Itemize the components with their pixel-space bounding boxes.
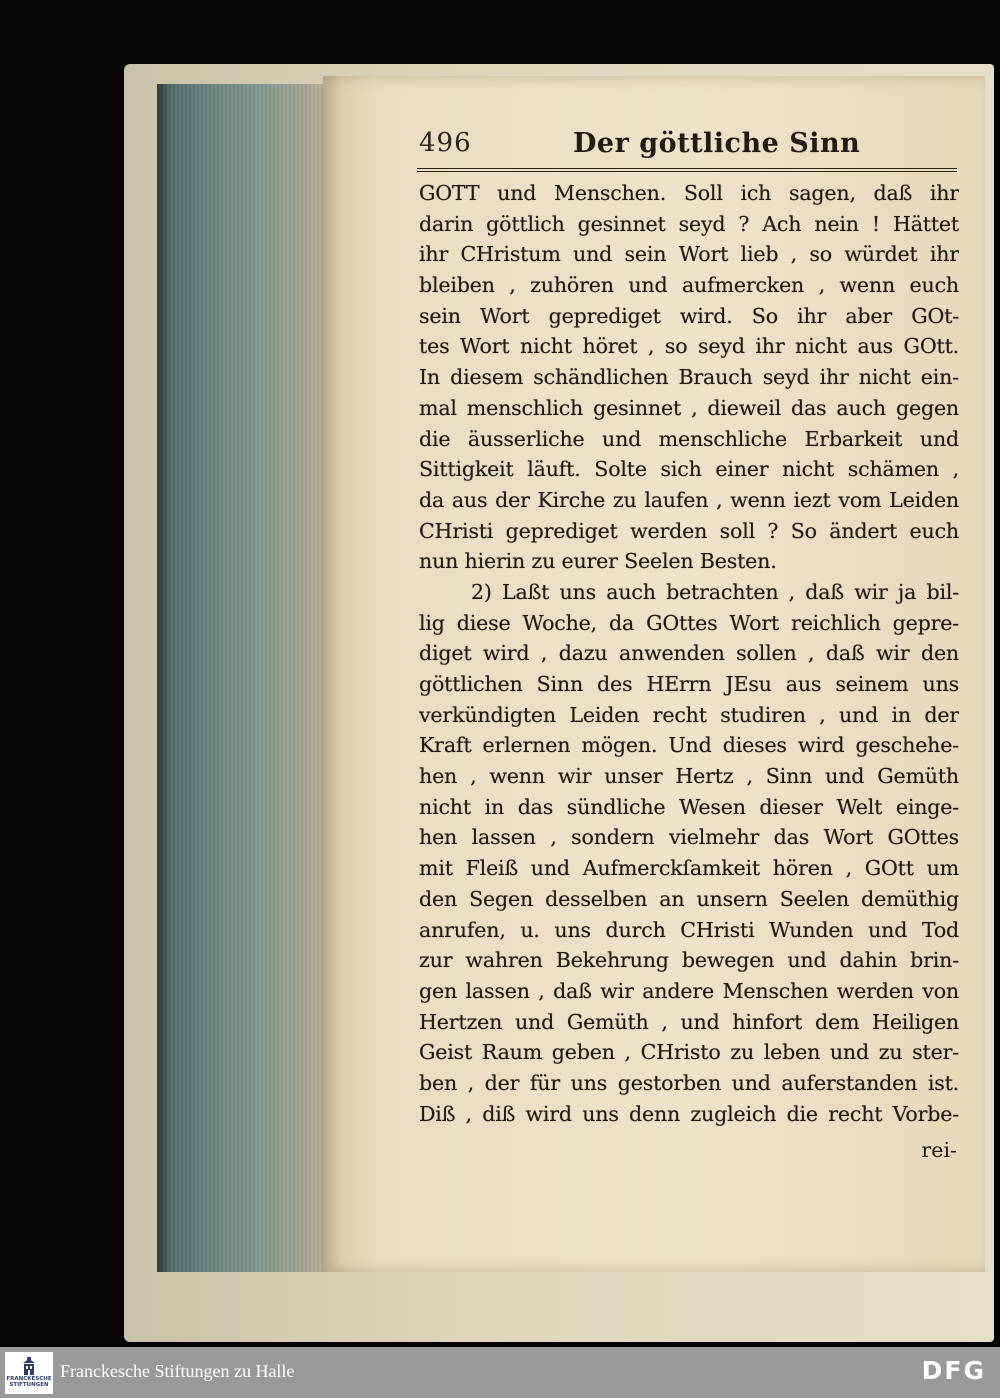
text-line: 2) Laßt uns auch betrachten , daß wir ja bil- bbox=[471, 579, 959, 604]
text-line: Kraft erlernen mögen. Und dieses wird geschehe- bbox=[419, 733, 959, 758]
running-title: Der göttliche Sinn bbox=[573, 128, 861, 159]
text-line: ihr CHristum und sein Wort lieb , so würdet ihr bbox=[419, 242, 959, 267]
text-line: verkündigten Leiden recht studiren , und in der bbox=[419, 702, 959, 727]
logo-text: FRANCKESCHE STIFTUNGEN bbox=[6, 1376, 52, 1388]
dfg-logo[interactable]: DFG bbox=[921, 1356, 986, 1385]
text-line: Hertzen und Gemüth , und hinfort dem Heiligen bbox=[419, 1009, 959, 1034]
building-icon bbox=[22, 1357, 36, 1375]
page-number: 496 bbox=[419, 128, 472, 158]
text-line: den Segen desselben an unsern Seelen demüthig bbox=[419, 886, 959, 911]
text-line: ben , der für uns gestorben und auferstanden ist. bbox=[419, 1070, 959, 1095]
text-line: darin göttlich gesinnet seyd ? Ach nein ! Hättet bbox=[419, 211, 959, 236]
text-line: mal menschlich gesinnet , dieweil das auch gegen bbox=[419, 395, 959, 420]
text-line: Sittigkeit läuft. Solte sich einer nicht schämen , bbox=[419, 457, 959, 482]
text-line: Geist Raum geben , CHristo zu leben und zu ster- bbox=[419, 1040, 959, 1065]
text-line: nun hierin zu eurer Seelen Besten. bbox=[419, 549, 777, 574]
text-line: tes Wort nicht höret , so seyd ihr nicht aus GOtt. bbox=[419, 334, 959, 359]
footer-title: Franckesche Stiftungen zu Halle bbox=[60, 1361, 295, 1381]
catchword: rei- bbox=[921, 1138, 957, 1162]
text-line: Diß , diß wird uns denn zugleich die recht Vorbe- bbox=[419, 1101, 959, 1126]
text-line: die äusserliche und menschliche Erbarkeit und bbox=[419, 426, 959, 451]
text-line: hen , wenn wir unser Hertz , Sinn und Gemüth bbox=[419, 764, 959, 789]
text-line: GOTT und Menschen. Soll ich sagen, daß ihr bbox=[419, 181, 959, 205]
page-header bbox=[419, 128, 959, 162]
text-line: göttlichen Sinn des HErrn JEsu aus seinem uns bbox=[419, 672, 959, 696]
book-page bbox=[323, 76, 985, 1272]
franckesche-logo[interactable] bbox=[5, 1352, 53, 1394]
text-line: CHristi geprediget werden soll ? So ändert euch bbox=[419, 518, 959, 543]
text-line: zur wahren Bekehrung bewegen und dahin brin- bbox=[419, 948, 959, 973]
text-line: diget wird , dazu anwenden sollen , daß wir den bbox=[419, 641, 959, 666]
text-line: bleiben , zuhören und aufmercken , wenn euch bbox=[419, 273, 959, 298]
text-line: anrufen, u. uns durch CHristi Wunden und Tod bbox=[419, 917, 959, 942]
text-line: mit Fleiß und Aufmerckſamkeit hören , GOtt um bbox=[419, 856, 959, 881]
text-line: In diesem schändlichen Brauch seyd ihr nicht ein- bbox=[419, 365, 959, 390]
header-rule bbox=[417, 168, 957, 172]
page-edges bbox=[157, 84, 337, 1272]
text-line: gen lassen , daß wir andere Menschen werden von bbox=[419, 978, 959, 1003]
text-line: nicht in das sündliche Wesen dieser Welt einge- bbox=[419, 794, 959, 819]
text-line: da aus der Kirche zu laufen , wenn iezt vom Leiden bbox=[419, 487, 959, 512]
viewer-footer bbox=[0, 1347, 1000, 1398]
text-line: lig diese Woche, da GOttes Wort reichlich gepre- bbox=[419, 610, 959, 635]
text-line: sein Wort geprediget wird. So ihr aber GOt- bbox=[419, 303, 959, 328]
body-text bbox=[419, 178, 959, 1129]
text-line: hen lassen , sondern vielmehr das Wort GOttes bbox=[419, 825, 959, 850]
